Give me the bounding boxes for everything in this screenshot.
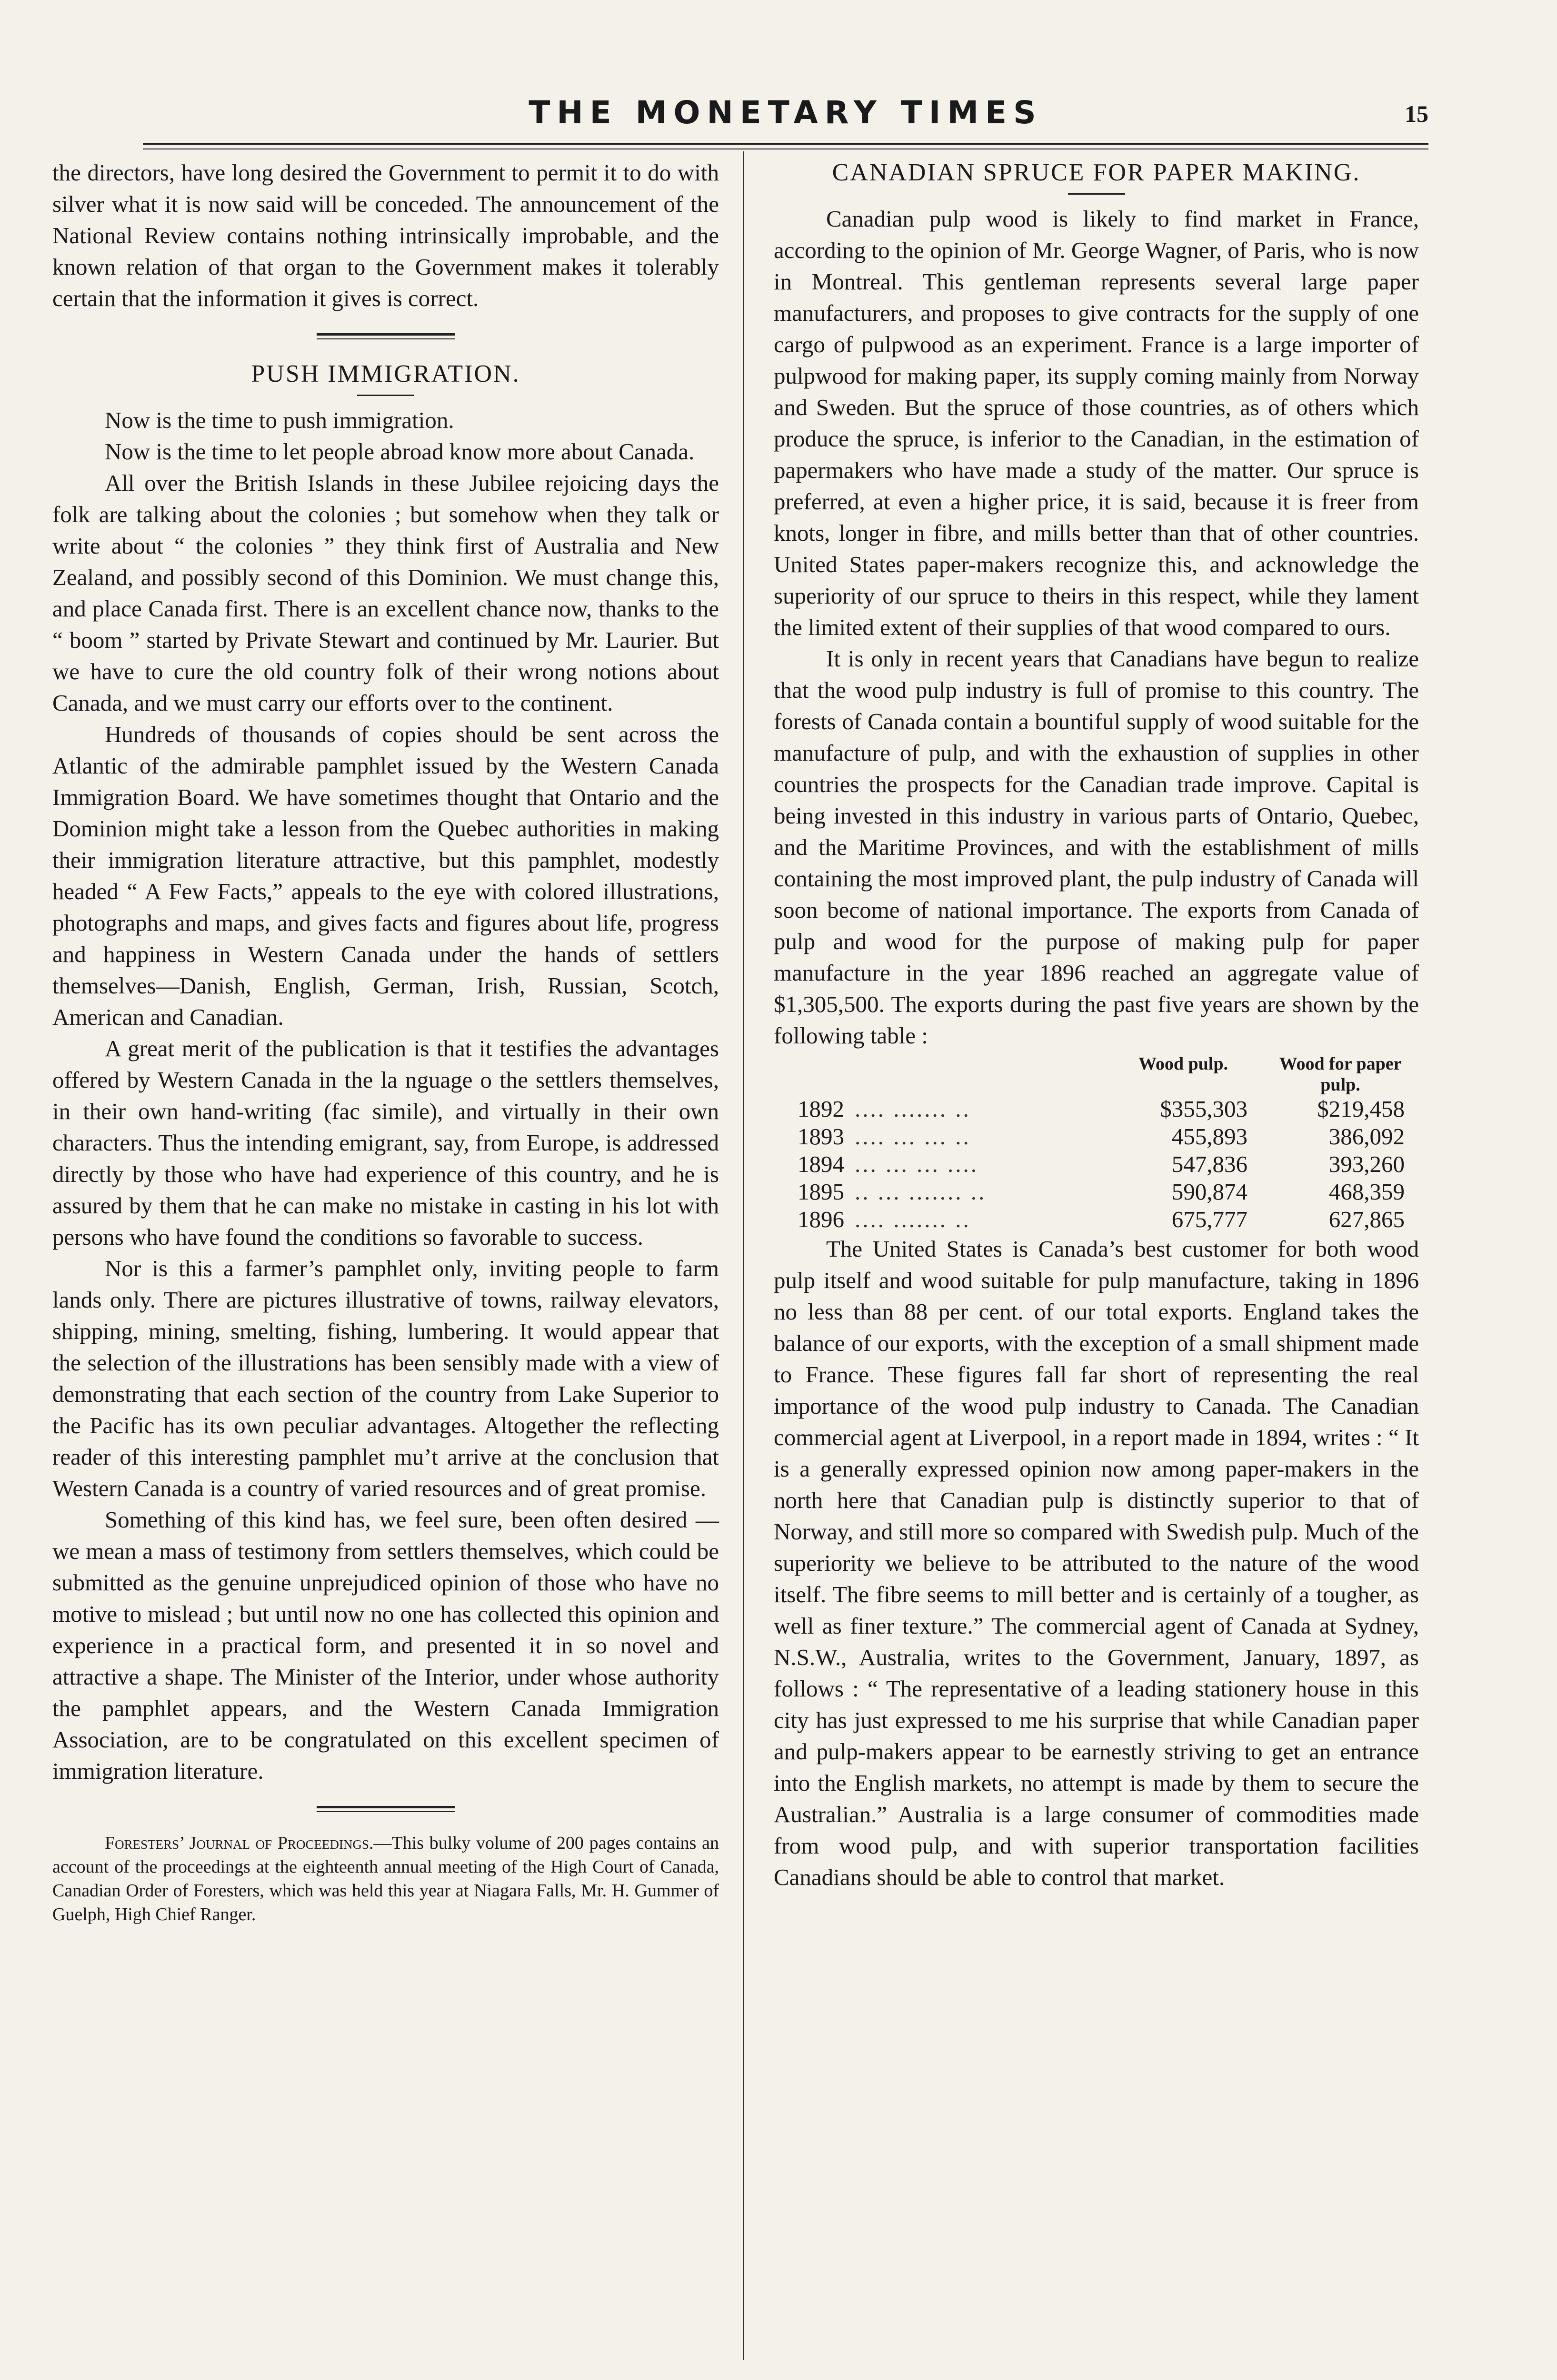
row-wood-for-paper: 393,260 (1328, 1151, 1405, 1177)
section-divider (317, 333, 455, 339)
article-paragraph: Now is the time to let people abroad know more about Canada. (105, 438, 695, 465)
row-leader: ... ... ... .... (855, 1151, 978, 1177)
row-wood-for-paper: 627,865 (1328, 1206, 1405, 1232)
page-number: 15 (1405, 100, 1428, 127)
table-header (774, 1053, 1419, 1095)
row-wood-pulp: 590,874 (1171, 1179, 1248, 1205)
column-header-wood-pulp: Wood pulp. (1138, 1054, 1228, 1074)
article-paragraph: Something of this kind has, we feel sure, been often desired — we mean a mass of testimony from settlers themselves, which could be submitted as the genuine unprejudiced opinion of those who have no motive to mislead ; but until now no one has collected this opinion and experience in a practical form, and presented it in so novel and attractive a shape. The Minister of the Interior, under whose authority the pamphlet appears, and the Western Canada Immigration Association, are to be congratulated on this excellent specimen of immigration literature. (52, 1507, 719, 1784)
row-year: 1892 (798, 1096, 844, 1122)
row-year: 1895 (798, 1179, 844, 1205)
row-wood-for-paper: 386,092 (1328, 1123, 1405, 1150)
row-wood-pulp: 675,777 (1171, 1206, 1248, 1232)
header-rule (143, 143, 1428, 149)
section-divider (317, 1806, 455, 1812)
table-row (774, 1123, 1419, 1150)
row-leader: .... ... ... .. (855, 1123, 971, 1150)
column-divider (743, 151, 744, 2360)
article-paragraph: Nor is this a farmer’s pamphlet only, inviting people to farm lands only. There are pictures illustrative of towns, railway elevators, shipping, mining, smelting, fishing, lumbering. It would appear that the selection of the illustrations has been sensibly made with a view of demonstrating that each section of the country from Lake Superior to the Pacific has its own peculiar advantages. Altogether the reflecting reader of this interesting pamphlet muʼt arrive at the conclusion that Western Canada is a country of varied resources and of great promise. (52, 1255, 719, 1501)
table-row (774, 1150, 1419, 1178)
article-paragraph: Canadian pulp wood is likely to find market in France, according to the opinion of Mr. George Wagner, of Paris, who is now in Montreal. This gentleman represents several large paper manufacturers, and proposes to give contracts for the supply of one cargo of pulpwood as an experiment. France is a large importer of pulpwood for making paper, its supply coming mainly from Norway and Sweden. But the spruce of those countries, as of others which produce the spruce, is inferior to the Canadian, in the estimation of papermakers who have made a study of the matter. Our spruce is preferred, at even a higher price, it is said, because it is freer from knots, longer in fibre, and mills better than that of other countries. United States paper-makers recognize this, and acknowledge the superiority of our spruce to theirs in this respect, while they lament the limited extent of their supplies of that wood compared to ours. (774, 206, 1419, 640)
table-row (774, 1206, 1419, 1233)
push-immigration-heading: PUSH IMMIGRATION. (251, 360, 520, 387)
column-header-wood-for-paper: Wood for paper pulp. (1279, 1054, 1402, 1095)
row-wood-pulp: 547,836 (1171, 1151, 1248, 1177)
row-leader: .. ... ....... .. (855, 1179, 987, 1205)
row-year: 1894 (798, 1151, 844, 1177)
left-column (52, 157, 719, 1926)
foresters-note-title: Foresters’ Journal of Proceedings. (105, 1833, 374, 1853)
article-paragraph: Now is the time to push immigration. (105, 407, 454, 433)
row-wood-for-paper: $219,458 (1317, 1096, 1405, 1122)
row-year: 1896 (798, 1206, 844, 1232)
heading-rule (357, 395, 414, 396)
row-wood-for-paper: 468,359 (1328, 1179, 1405, 1205)
foresters-note-body: —This bulky volume of 200 pages contains an account of the proceedings at the eighteenth annual meeting of the High Court of Canada, Canadian Order of Foresters, which was held this year at Niagara Falls, Mr. H. Gummer of Guelph, High Chief Ranger. (52, 1833, 719, 1924)
intro-paragraph: the directors, have long desired the Government to permit it to do with silver what it is now said will be conceded. The announcement of the National Review contains nothing intrinsically improbable, and the known relation of that organ to the Government makes it tolerably certain that the information it gives is correct. (52, 159, 719, 311)
article-paragraph: All over the British Islands in these Jubilee rejoicing days the folk are talking about the colonies ; but somehow when they talk or write about “ the colonies ” they think first of Australia and New Zealand, and possibly second of this Dominion. We must change this, and place Canada first. There is an excellent chance now, thanks to the “ boom ” started by Private Stewart and continued by Mr. Laurier. But we have to cure the old country folk of their wrong notions about Canada, and we must carry our efforts over to the continent. (52, 470, 719, 716)
table-row (774, 1178, 1419, 1206)
article-paragraph: It is only in recent years that Canadians have begun to realize that the wood pulp industry is full of promise to this country. The forests of Canada contain a bountiful supply of wood suitable for the manufacture of pulp, and with the exhaustion of supplies in other countries the prospects for the Canadian trade improve. Capital is being invested in this industry in various parts of Ontario, Quebec, and the Maritime Provinces, and with the establishment of mills containing the most improved plant, the pulp industry of Canada will soon become of national importance. The exports from Canada of pulp and wood for the purpose of making pulp for paper manufacture in the year 1896 reached an aggregate value of $1,305,500. The exports during the past five years are shown by the following table : (774, 645, 1419, 1049)
article-paragraph: The United States is Canada’s best customer for both wood pulp itself and wood suitable for pulp manufacture, taking in 1896 no less than 88 per cent. of our total exports. England takes the balance of our exports, with the exception of a small shipment made to France. These figures fall far short of representing the real importance of the wood pulp industry to Canada. The Canadian commercial agent at Liverpool, in a report made in 1894, writes : “ It is a generally expressed opinion now among paper-makers in the north here that Canadian pulp is distinctly superior to that of Norway, and still more so compared with Swedish pulp. Much of the superiority we believe to be attributed to the nature of the wood itself. The fibre seems to mill better and is certainly of a tougher, as well as finer texture.” The commercial agent of Canada at Sydney, N.S.W., Australia, writes to the Government, January, 1897, as follows : “ The representative of a leading stationery house in this city has just expressed to me his surprise that while Canadian paper and pulp-makers appear to be earnestly striving to get an entrance into the English markets, no attempt is made by them to secure the Australian.” Australia is a large consumer of commodities made from wood pulp, and with superior transportation facilities Canadians should be able to control that market. (774, 1236, 1419, 1890)
table-row (774, 1095, 1419, 1123)
row-wood-pulp: $355,303 (1160, 1096, 1248, 1122)
row-year: 1893 (798, 1123, 844, 1150)
heading-rule (1068, 193, 1125, 195)
foresters-note (52, 1831, 719, 1926)
spruce-heading: CANADIAN SPRUCE FOR PAPER MAKING. (832, 159, 1361, 186)
masthead (143, 90, 1428, 143)
exports-table (774, 1053, 1419, 1233)
right-column (774, 157, 1419, 1893)
newspaper-title: THE MONETARY TIMES (529, 94, 1043, 131)
row-leader: .... ....... .. (855, 1206, 971, 1232)
article-paragraph: A great merit of the publication is that it testifies the advantages offered by Western Canada in the la nguage o the settlers themselves, in their own hand-writing (fac simile), and virtually in their own characters. Thus the intending emigrant, say, from Europe, is addressed directly by those who have had experience of this country, and he is assured by them that he can make no mistake in casting in his lot with persons who have found the conditions so favorable to success. (52, 1035, 719, 1250)
article-paragraph: Hundreds of thousands of copies should be sent across the Atlantic of the admirable pamphlet issued by the Western Canada Immigration Board. We have sometimes thought that Ontario and the Dominion might take a lesson from the Quebec authorities in making their immigration literature attractive, but this pamphlet, modestly headed “ A Few Facts,” appeals to the eye with colored illustrations, photographs and maps, and gives facts and figures about life, progress and happiness in Western Canada under the hands of settlers themselves—Danish, English, German, Irish, Russian, Scotch, American and Canadian. (52, 721, 719, 1030)
row-wood-pulp: 455,893 (1171, 1123, 1248, 1150)
row-leader: .... ....... .. (855, 1096, 971, 1122)
